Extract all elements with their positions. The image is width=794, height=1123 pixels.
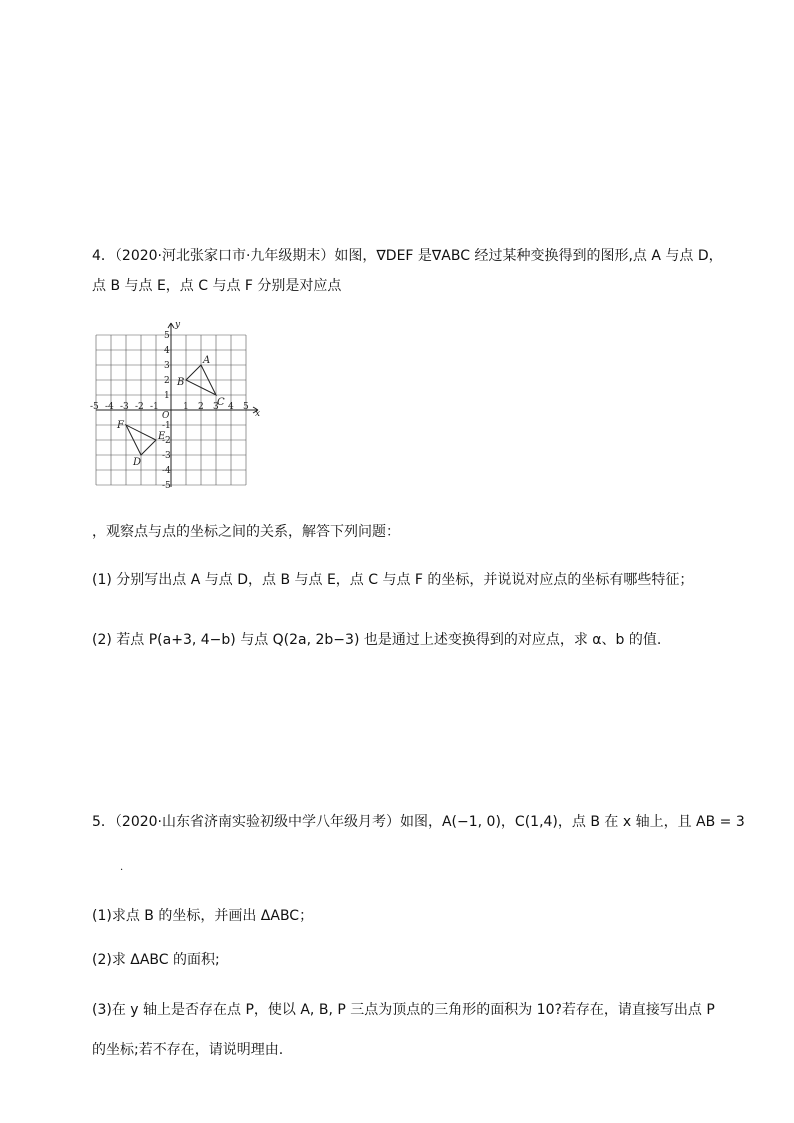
x-tick-label: -4 [105, 402, 114, 412]
y-tick-label: 5 [164, 331, 170, 341]
point-label-c: C [217, 397, 225, 408]
q4-part1: (1) 分别写出点 A 与点 D，点 B 与点 E，点 C 与点 F 的坐标，并说说对应点的坐标有哪些特征； [92, 572, 694, 588]
q5-part2: (2)求 ΔABC 的面积; [92, 952, 220, 968]
q4-part2: (2) 若点 P(a+3, 4−b) 与点 Q(2a, 2b−3) 也是通过上述变换得到的对应点，求 α、b 的值. [92, 632, 662, 648]
x-tick-label: -1 [150, 402, 159, 412]
point-label-f: F [117, 420, 124, 431]
x-tick-label: -2 [135, 402, 144, 412]
point-label-d: D [133, 457, 142, 468]
y-tick-label: -5 [162, 481, 171, 490]
q5-line1: 5．（2020·山东省济南实验初级中学八年级月考）如图，A(−1, 0)，C(1,4)，点 B 在 x 轴上，且 AB = 3 [92, 814, 745, 830]
y-tick-label: 1 [164, 391, 170, 401]
q5-part3b: 的坐标;若不存在，请说明理由. [92, 1042, 284, 1058]
x-tick-label: 2 [198, 402, 204, 412]
x-tick-label: -5 [90, 402, 99, 412]
q4-line3: ，观察点与点的坐标之间的关系，解答下列问题： [92, 524, 400, 540]
x-tick-label: 3 [213, 402, 219, 412]
y-tick-label: 4 [164, 346, 170, 356]
q4-line2: 点 B 与点 E，点 C 与点 F 分别是对应点 [92, 278, 342, 294]
point-label-b: B [177, 377, 185, 388]
y-tick-label: -2 [162, 436, 171, 446]
q5-part1: (1)求点 B 的坐标，并画出 ΔABC； [92, 908, 314, 924]
q5-part3: (3)在 y 轴上是否存在点 P，使以 A, B, P 三点为顶点的三角形的面积为 10?若存在，请直接写出点 P [92, 1002, 715, 1018]
point-label-a: A [203, 355, 211, 366]
y-axis-label: y [175, 320, 181, 330]
origin-label: O [162, 411, 170, 421]
y-tick-label: -4 [162, 466, 171, 476]
y-tick-label: -3 [162, 451, 171, 461]
point-label-e: E [158, 431, 166, 442]
y-tick-label: 2 [164, 376, 170, 386]
y-tick-label: 3 [164, 361, 170, 371]
x-tick-label: 5 [243, 402, 249, 412]
x-tick-label: 4 [228, 402, 234, 412]
q4-line1: 4．（2020·河北张家口市·九年级期末）如图，∇DEF 是∇ABC 经过某种变换得到的图形,点 A 与点 D， [92, 248, 723, 264]
y-tick-label: -1 [162, 421, 171, 431]
stray-dot: . [120, 862, 124, 873]
x-tick-label: 1 [183, 402, 189, 412]
coordinate-graph [86, 320, 266, 490]
x-tick-label: -3 [120, 402, 129, 412]
x-axis-label: x [255, 409, 261, 419]
